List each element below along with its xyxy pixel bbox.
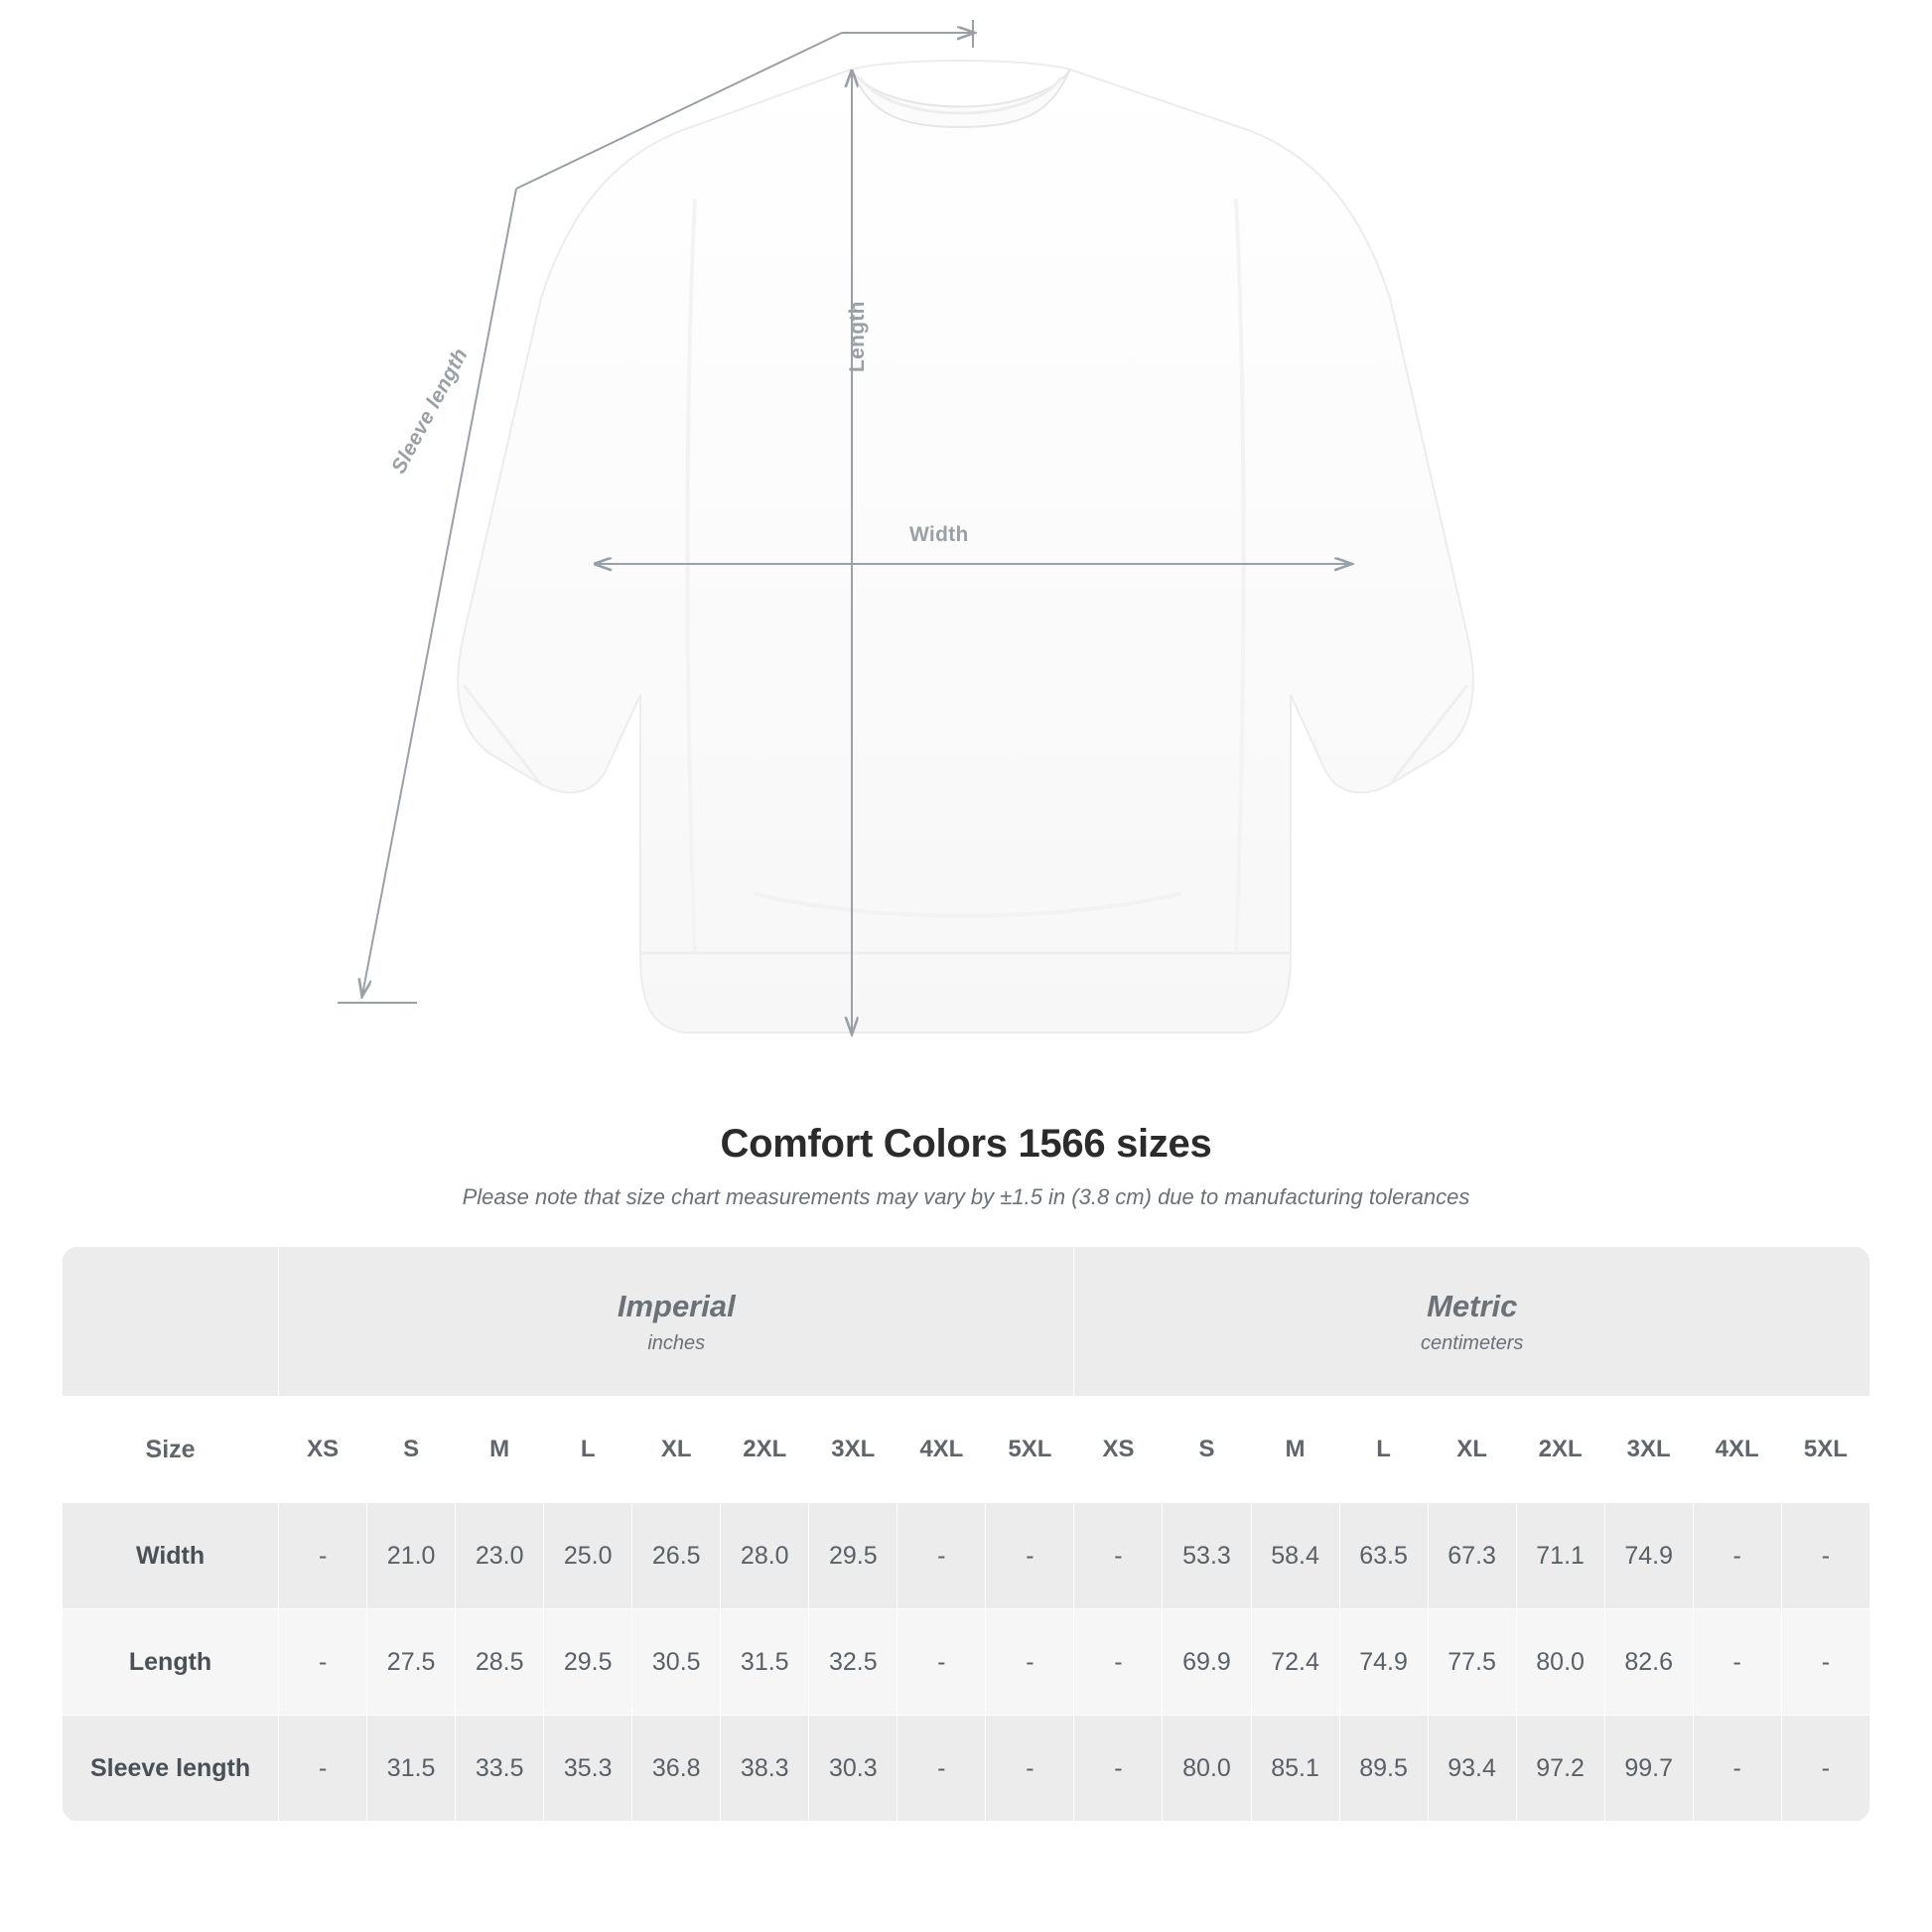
tolerance-note: Please note that size chart measurements may vary by ±1.5 in (3.8 cm) due to manufacturing tolerances [462,1184,1470,1209]
cell: 28.5 [456,1609,544,1716]
size-header-cell: L [1339,1397,1428,1503]
cell: - [897,1716,986,1822]
cell: - [1074,1716,1163,1822]
cell: 97.2 [1516,1716,1604,1822]
size-header-cell: XS [1074,1397,1163,1503]
cell: 33.5 [456,1716,544,1822]
cell: - [986,1716,1074,1822]
table-row [63,1609,1870,1716]
cell: - [1074,1609,1163,1716]
cell: 72.4 [1251,1609,1339,1716]
cell: 27.5 [367,1609,456,1716]
cell: 29.5 [544,1609,632,1716]
cell: - [897,1503,986,1609]
size-header-row [63,1397,1870,1503]
cell: 25.0 [544,1503,632,1609]
size-header-cell: L [544,1397,632,1503]
cell: 58.4 [1251,1503,1339,1609]
page-title: Comfort Colors 1566 sizes [720,1122,1212,1166]
size-header-cell: 2XL [721,1397,809,1503]
cell: 74.9 [1604,1503,1693,1609]
row-label-length: Length [63,1609,279,1716]
size-header-cell: S [1163,1397,1251,1503]
unit-header-row [63,1247,1870,1397]
cell: 21.0 [367,1503,456,1609]
length-dimension-label: Length [846,301,869,372]
cell: - [279,1716,367,1822]
cell: - [279,1503,367,1609]
cell: 74.9 [1339,1609,1428,1716]
cell: - [986,1609,1074,1716]
size-header-cell: 4XL [1693,1397,1781,1503]
width-dimension-label: Width [909,523,969,546]
unit-header-spacer [63,1247,279,1397]
size-header-cell: 3XL [809,1397,897,1503]
size-header-cell: 2XL [1516,1397,1604,1503]
cell: 31.5 [721,1609,809,1716]
cell: 36.8 [632,1716,721,1822]
cell: - [897,1609,986,1716]
unit-group-imperial-sub: inches [647,1331,706,1354]
cell: 71.1 [1516,1503,1604,1609]
size-header-cell: 5XL [1781,1397,1869,1503]
size-header-label: Size [63,1397,279,1503]
size-header-cell: 5XL [986,1397,1074,1503]
cell: - [1781,1716,1869,1822]
cell: - [1781,1609,1869,1716]
size-header-cell: M [456,1397,544,1503]
cell: 93.4 [1428,1716,1516,1822]
unit-group-imperial-name: Imperial [617,1288,736,1323]
size-header-cell: XS [279,1397,367,1503]
size-header-cell: 4XL [897,1397,986,1503]
size-table-wrapper [62,1246,1870,1822]
cell: 63.5 [1339,1503,1428,1609]
cell: 69.9 [1163,1609,1251,1716]
cell: 23.0 [456,1503,544,1609]
cell: - [1781,1503,1869,1609]
table-row [63,1716,1870,1822]
cell: 99.7 [1604,1716,1693,1822]
size-header-cell: XL [1428,1397,1516,1503]
table-row [63,1503,1870,1609]
cell: - [279,1609,367,1716]
row-label-width: Width [63,1503,279,1609]
unit-group-metric [1074,1247,1870,1397]
sleeve-length-dimension-label: Sleeve length [387,345,473,478]
cell: 28.0 [721,1503,809,1609]
cell: 29.5 [809,1503,897,1609]
cell: 82.6 [1604,1609,1693,1716]
cell: 85.1 [1251,1716,1339,1822]
row-label-sleeve-length: Sleeve length [63,1716,279,1822]
cell: - [986,1503,1074,1609]
size-header-cell: M [1251,1397,1339,1503]
cell: 67.3 [1428,1503,1516,1609]
cell: 31.5 [367,1716,456,1822]
size-header-cell: 3XL [1604,1397,1693,1503]
cell: 80.0 [1163,1716,1251,1822]
size-header-cell: S [367,1397,456,1503]
cell: 35.3 [544,1716,632,1822]
cell: 80.0 [1516,1609,1604,1716]
cell: 38.3 [721,1716,809,1822]
cell: 89.5 [1339,1716,1428,1822]
cell: 77.5 [1428,1609,1516,1716]
unit-group-metric-sub: centimeters [1421,1331,1524,1354]
cell: - [1693,1503,1781,1609]
cell: - [1693,1609,1781,1716]
size-table [62,1246,1870,1822]
cell: 30.3 [809,1716,897,1822]
title-block [0,1122,1932,1210]
cell: - [1693,1716,1781,1822]
cell: 32.5 [809,1609,897,1716]
cell: 30.5 [632,1609,721,1716]
cell: 53.3 [1163,1503,1251,1609]
size-header-cell: XL [632,1397,721,1503]
unit-group-imperial [279,1247,1074,1397]
cell: - [1074,1503,1163,1609]
cell: 26.5 [632,1503,721,1609]
unit-group-metric-name: Metric [1427,1288,1518,1323]
